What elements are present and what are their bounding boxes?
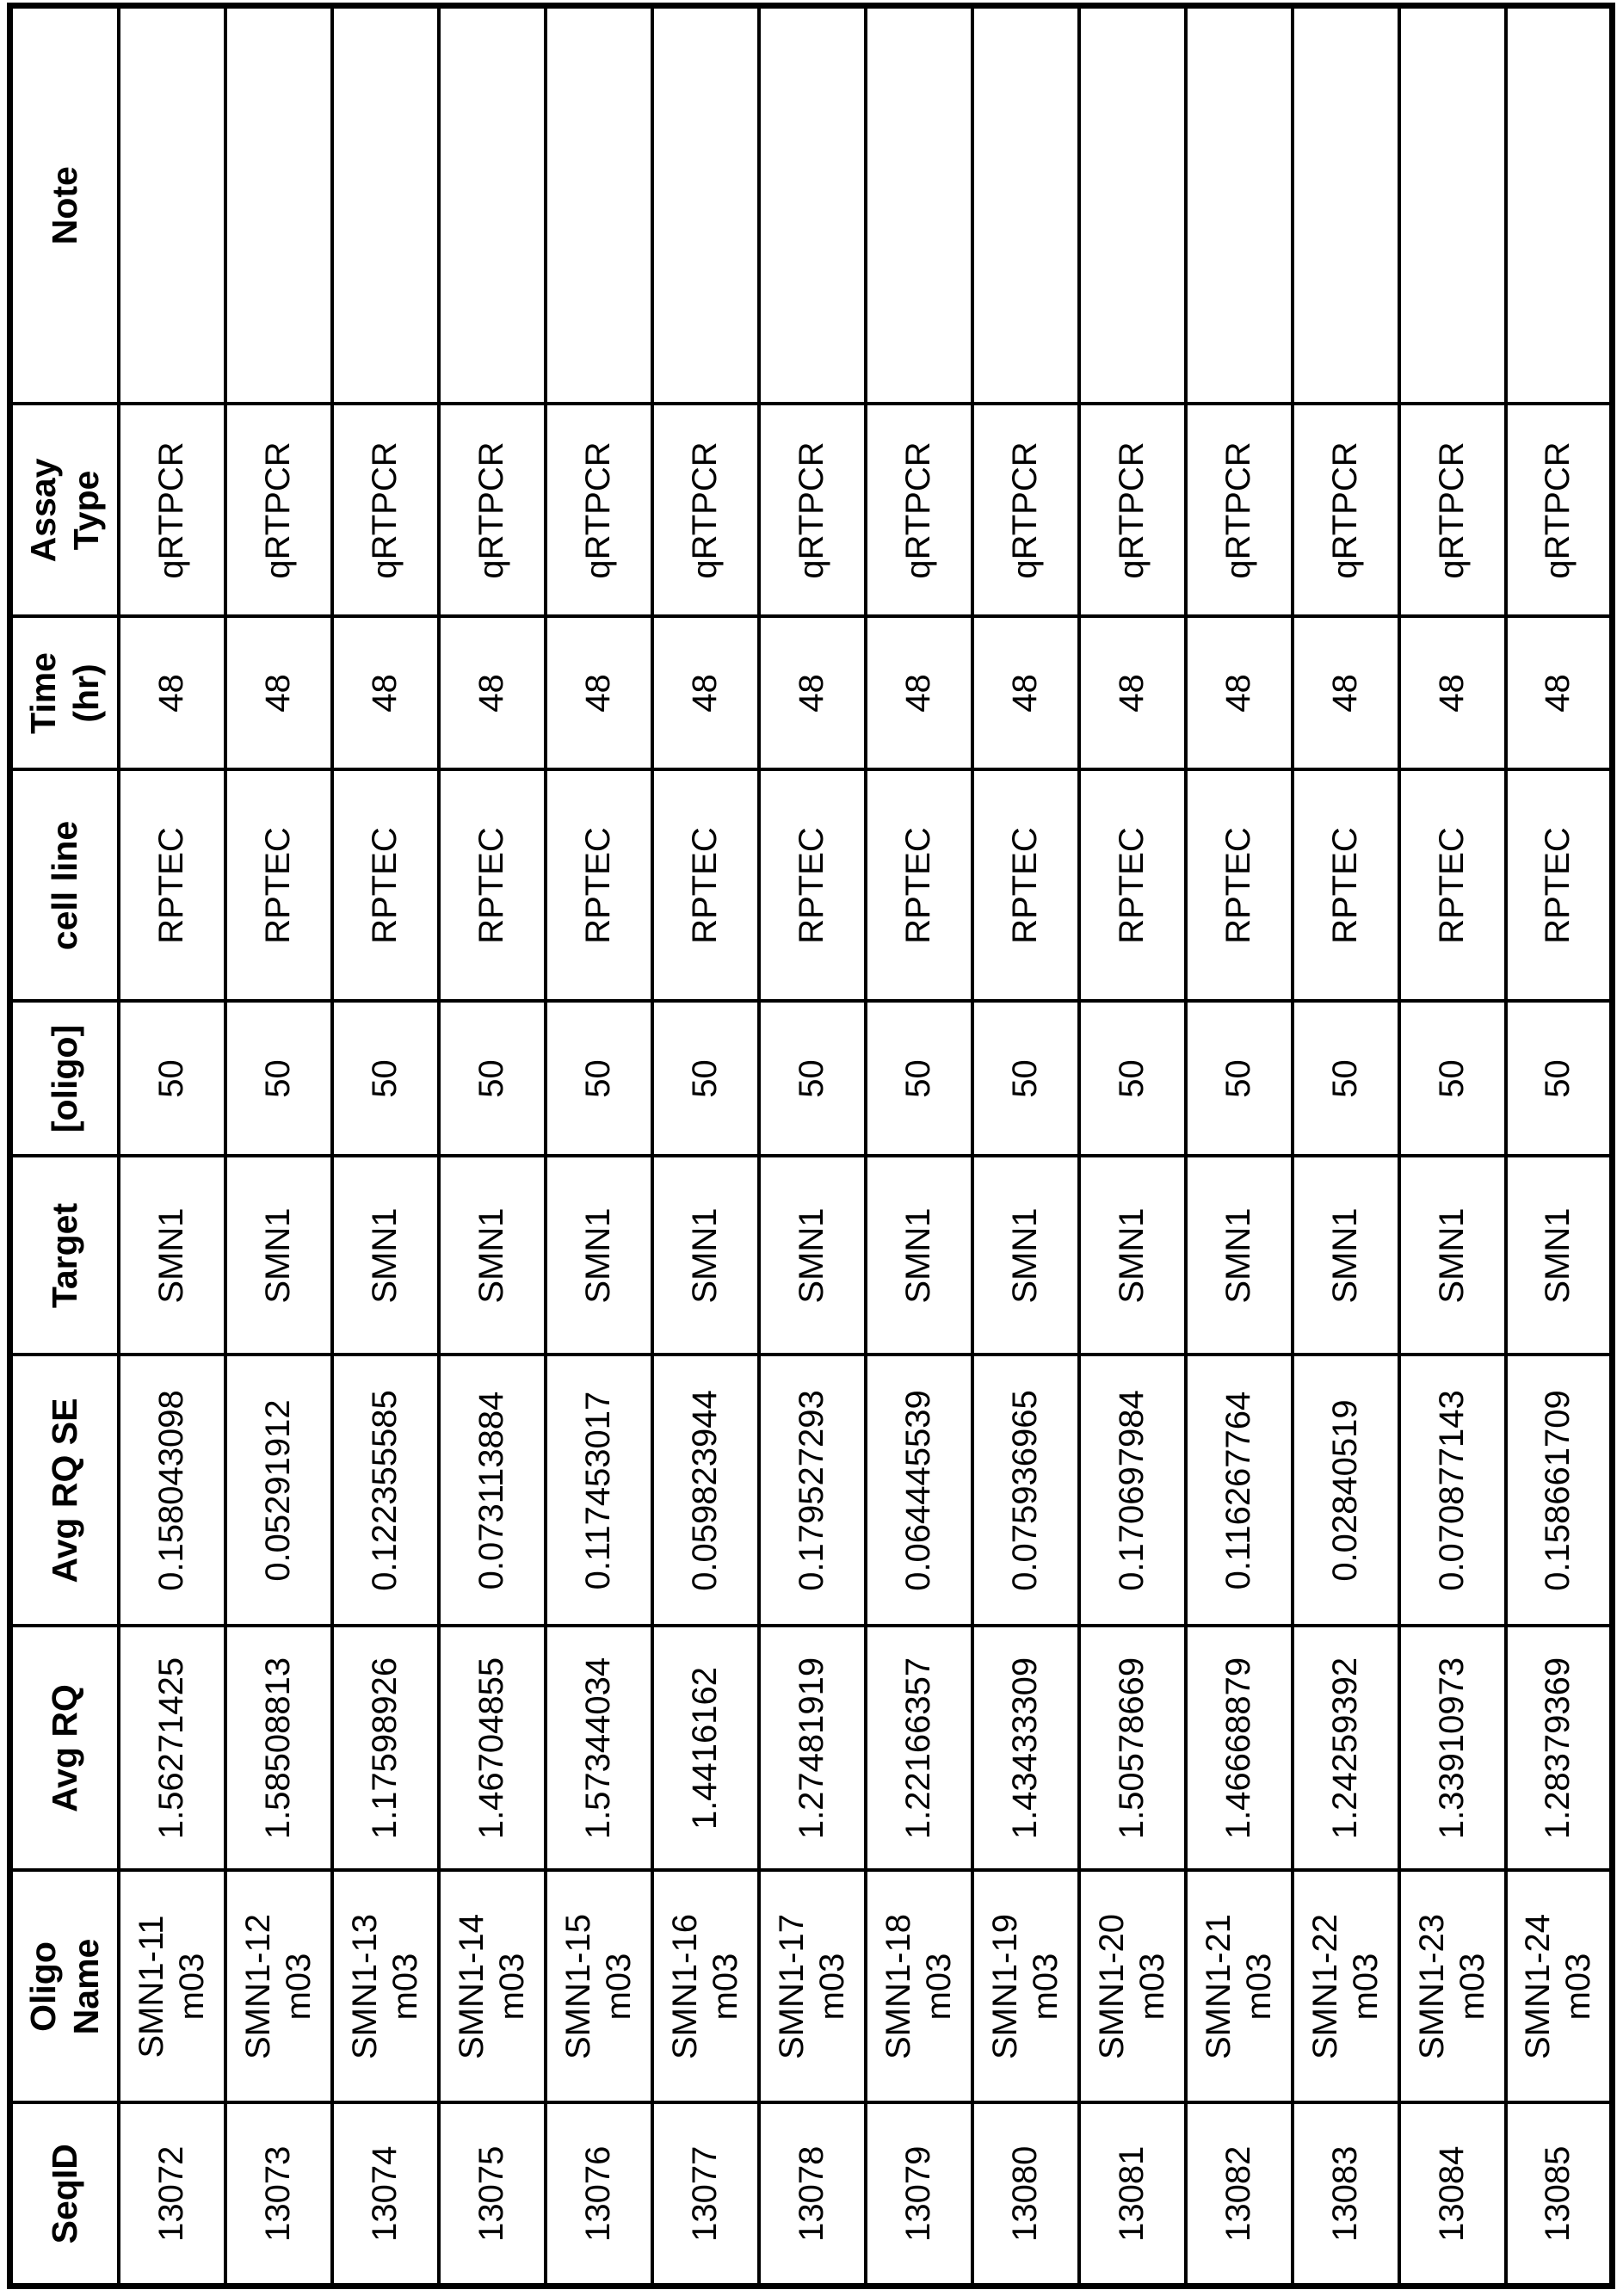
cell-seqid: 13074 (332, 2103, 439, 2287)
cell-avg_rq_se: 0.073113884 (439, 1355, 546, 1626)
cell-target: SMN1 (546, 1157, 652, 1355)
cell-assay_type: qRTPCR (1506, 404, 1613, 617)
cell-seqid: 13072 (119, 2103, 225, 2287)
table-row (225, 6, 332, 2287)
cell-seqid: 13077 (652, 2103, 759, 2287)
cell-time_hr: 48 (1293, 617, 1399, 770)
cell-oligo_name: SMN1-14 m03 (439, 1871, 546, 2103)
header-row (10, 6, 119, 2287)
cell-oligo_name: SMN1-20 m03 (1079, 1871, 1186, 2103)
table-row (1293, 6, 1399, 2287)
cell-time_hr: 48 (1399, 617, 1506, 770)
cell-oligo_conc: 50 (652, 1002, 759, 1157)
table-row (1399, 6, 1506, 2287)
cell-oligo_conc: 50 (1506, 1002, 1613, 1157)
cell-oligo_conc: 50 (1186, 1002, 1293, 1157)
cell-seqid: 13084 (1399, 2103, 1506, 2287)
cell-oligo_conc: 50 (1293, 1002, 1399, 1157)
cell-seqid: 13081 (1079, 2103, 1186, 2287)
header-cell-oligo_name: Oligo Name (10, 1871, 119, 2103)
cell-oligo_conc: 50 (546, 1002, 652, 1157)
cell-avg_rq_se: 0.122355585 (332, 1355, 439, 1626)
cell-target: SMN1 (439, 1157, 546, 1355)
table-row (332, 6, 439, 2287)
cell-note (1506, 6, 1613, 404)
cell-note (759, 6, 866, 404)
cell-oligo_conc: 50 (1399, 1002, 1506, 1157)
table-row (1506, 6, 1613, 2287)
cell-seqid: 13075 (439, 2103, 546, 2287)
cell-avg_rq_se: 0.170697984 (1079, 1355, 1186, 1626)
cell-oligo_name: SMN1-23 m03 (1399, 1871, 1506, 2103)
cell-cell_line: RPTEC (439, 770, 546, 1002)
cell-oligo_name: SMN1-12 m03 (225, 1871, 332, 2103)
cell-oligo_conc: 50 (225, 1002, 332, 1157)
cell-avg_rq: 1.46704855 (439, 1626, 546, 1871)
cell-note (225, 6, 332, 404)
cell-oligo_name: SMN1-18 m03 (866, 1871, 972, 2103)
cell-cell_line: RPTEC (972, 770, 1079, 1002)
cell-note (1399, 6, 1506, 404)
cell-time_hr: 48 (1186, 617, 1293, 770)
cell-avg_rq_se: 0.075936965 (972, 1355, 1079, 1626)
cell-oligo_name: SMN1-24 m03 (1506, 1871, 1613, 2103)
cell-target: SMN1 (1186, 1157, 1293, 1355)
cell-seqid: 13078 (759, 2103, 866, 2287)
cell-seqid: 13079 (866, 2103, 972, 2287)
cell-avg_rq: 1.58508813 (225, 1626, 332, 1871)
cell-target: SMN1 (332, 1157, 439, 1355)
cell-time_hr: 48 (332, 617, 439, 770)
table-row (759, 6, 866, 2287)
header-cell-assay_type: Assay Type (10, 404, 119, 617)
cell-time_hr: 48 (759, 617, 866, 770)
cell-time_hr: 48 (225, 617, 332, 770)
header-cell-target: Target (10, 1157, 119, 1355)
cell-cell_line: RPTEC (1186, 770, 1293, 1002)
cell-cell_line: RPTEC (119, 770, 225, 1002)
cell-seqid: 13083 (1293, 2103, 1399, 2287)
cell-cell_line: RPTEC (225, 770, 332, 1002)
cell-note (546, 6, 652, 404)
cell-assay_type: qRTPCR (225, 404, 332, 617)
cell-cell_line: RPTEC (1506, 770, 1613, 1002)
cell-assay_type: qRTPCR (759, 404, 866, 617)
cell-seqid: 13073 (225, 2103, 332, 2287)
cell-note (652, 6, 759, 404)
table-row (1186, 6, 1293, 2287)
cell-target: SMN1 (1079, 1157, 1186, 1355)
cell-cell_line: RPTEC (332, 770, 439, 1002)
cell-cell_line: RPTEC (1079, 770, 1186, 1002)
cell-note (119, 6, 225, 404)
cell-avg_rq: 1.46668879 (1186, 1626, 1293, 1871)
cell-cell_line: RPTEC (1399, 770, 1506, 1002)
cell-avg_rq_se: 0.070877143 (1399, 1355, 1506, 1626)
cell-avg_rq_se: 0.059823944 (652, 1355, 759, 1626)
table-row (119, 6, 225, 2287)
cell-avg_rq_se: 0.158661709 (1506, 1355, 1613, 1626)
cell-oligo_conc: 50 (332, 1002, 439, 1157)
cell-oligo_name: SMN1-22 m03 (1293, 1871, 1399, 2103)
header-cell-avg_rq_se: Avg RQ SE (10, 1355, 119, 1626)
cell-time_hr: 48 (119, 617, 225, 770)
cell-avg_rq: 1.56271425 (119, 1626, 225, 1871)
cell-avg_rq: 1.43433309 (972, 1626, 1079, 1871)
cell-oligo_name: SMN1-15 m03 (546, 1871, 652, 2103)
cell-time_hr: 48 (866, 617, 972, 770)
cell-seqid: 13080 (972, 2103, 1079, 2287)
cell-assay_type: qRTPCR (332, 404, 439, 617)
cell-cell_line: RPTEC (866, 770, 972, 1002)
table-row (866, 6, 972, 2287)
cell-assay_type: qRTPCR (652, 404, 759, 617)
cell-note (1186, 6, 1293, 404)
cell-avg_rq_se: 0.05291912 (225, 1355, 332, 1626)
cell-assay_type: qRTPCR (866, 404, 972, 617)
cell-time_hr: 48 (1079, 617, 1186, 770)
cell-assay_type: qRTPCR (1293, 404, 1399, 617)
cell-oligo_conc: 50 (1079, 1002, 1186, 1157)
cell-avg_rq_se: 0.116267764 (1186, 1355, 1293, 1626)
cell-oligo_name: SMN1-13 m03 (332, 1871, 439, 2103)
cell-oligo_conc: 50 (439, 1002, 546, 1157)
cell-cell_line: RPTEC (652, 770, 759, 1002)
cell-assay_type: qRTPCR (1186, 404, 1293, 617)
header-cell-time_hr: Time (hr) (10, 617, 119, 770)
cell-avg_rq_se: 0.117453017 (546, 1355, 652, 1626)
table-row (546, 6, 652, 2287)
header-cell-seqid: SeqID (10, 2103, 119, 2287)
cell-oligo_conc: 50 (866, 1002, 972, 1157)
cell-target: SMN1 (866, 1157, 972, 1355)
cell-assay_type: qRTPCR (1079, 404, 1186, 617)
cell-seqid: 13085 (1506, 2103, 1613, 2287)
cell-oligo_name: SMN1-21 m03 (1186, 1871, 1293, 2103)
cell-avg_rq: 1.27481919 (759, 1626, 866, 1871)
cell-avg_rq: 1.22166357 (866, 1626, 972, 1871)
cell-note (972, 6, 1079, 404)
cell-assay_type: qRTPCR (546, 404, 652, 617)
rotated-table-wrap (7, 7, 1611, 2289)
cell-oligo_conc: 50 (759, 1002, 866, 1157)
assay-results-table (7, 3, 1615, 2289)
cell-seqid: 13076 (546, 2103, 652, 2287)
cell-avg_rq: 1.4416162 (652, 1626, 759, 1871)
table-row (439, 6, 546, 2287)
cell-note (1293, 6, 1399, 404)
header-cell-note: Note (10, 6, 119, 404)
header-cell-oligo_conc: [oligo] (10, 1002, 119, 1157)
table-row (972, 6, 1079, 2287)
table-row (652, 6, 759, 2287)
cell-target: SMN1 (972, 1157, 1079, 1355)
header-cell-cell_line: cell line (10, 770, 119, 1002)
cell-avg_rq_se: 0.064445539 (866, 1355, 972, 1626)
cell-avg_rq: 1.57344034 (546, 1626, 652, 1871)
cell-seqid: 13082 (1186, 2103, 1293, 2287)
header-cell-avg_rq: Avg RQ (10, 1626, 119, 1871)
cell-avg_rq: 1.24259392 (1293, 1626, 1399, 1871)
cell-avg_rq: 1.17598926 (332, 1626, 439, 1871)
cell-assay_type: qRTPCR (1399, 404, 1506, 617)
cell-oligo_name: SMN1-16 m03 (652, 1871, 759, 2103)
cell-oligo_conc: 50 (972, 1002, 1079, 1157)
cell-note (866, 6, 972, 404)
cell-oligo_name: SMN1-11 m03 (119, 1871, 225, 2103)
cell-cell_line: RPTEC (759, 770, 866, 1002)
cell-time_hr: 48 (972, 617, 1079, 770)
cell-cell_line: RPTEC (1293, 770, 1399, 1002)
cell-note (439, 6, 546, 404)
cell-time_hr: 48 (652, 617, 759, 770)
cell-assay_type: qRTPCR (119, 404, 225, 617)
cell-avg_rq: 1.33910973 (1399, 1626, 1506, 1871)
table-row (1079, 6, 1186, 2287)
cell-note (332, 6, 439, 404)
cell-cell_line: RPTEC (546, 770, 652, 1002)
cell-time_hr: 48 (439, 617, 546, 770)
cell-avg_rq: 1.50578669 (1079, 1626, 1186, 1871)
cell-target: SMN1 (225, 1157, 332, 1355)
cell-note (1079, 6, 1186, 404)
cell-oligo_name: SMN1-17 m03 (759, 1871, 866, 2103)
cell-avg_rq: 1.28379369 (1506, 1626, 1613, 1871)
cell-assay_type: qRTPCR (439, 404, 546, 617)
cell-time_hr: 48 (546, 617, 652, 770)
cell-target: SMN1 (119, 1157, 225, 1355)
cell-time_hr: 48 (1506, 617, 1613, 770)
cell-target: SMN1 (652, 1157, 759, 1355)
cell-target: SMN1 (1399, 1157, 1506, 1355)
cell-avg_rq_se: 0.158043098 (119, 1355, 225, 1626)
cell-avg_rq_se: 0.179527293 (759, 1355, 866, 1626)
cell-assay_type: qRTPCR (972, 404, 1079, 617)
cell-target: SMN1 (759, 1157, 866, 1355)
cell-oligo_name: SMN1-19 m03 (972, 1871, 1079, 2103)
cell-target: SMN1 (1293, 1157, 1399, 1355)
cell-oligo_conc: 50 (119, 1002, 225, 1157)
cell-avg_rq_se: 0.02840519 (1293, 1355, 1399, 1626)
cell-target: SMN1 (1506, 1157, 1613, 1355)
